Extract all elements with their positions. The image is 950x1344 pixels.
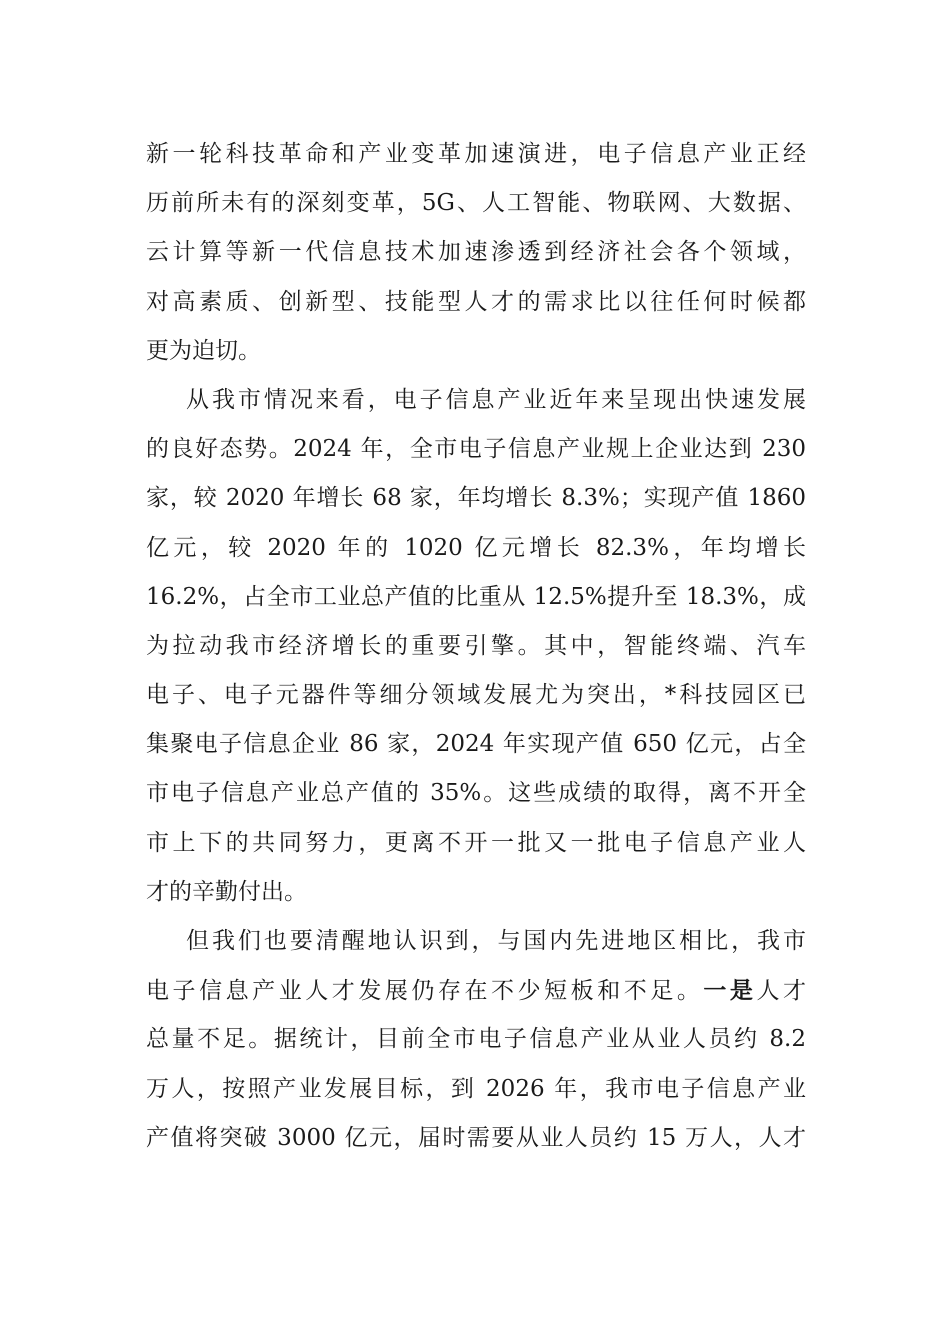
text-line: 历前所未有的深刻变革，5G、人工智能、物联网、大数据、 <box>146 190 806 217</box>
text-segment: 人才 <box>756 978 806 1005</box>
text-line: 新一轮科技革命和产业变革加速演进，电子信息产业正经 <box>146 141 806 167</box>
text-line: 亿元，较 2020 年的 1020 亿元增长 82.3%，年均增长 <box>146 534 806 561</box>
text-line: 电子、电子元器件等细分领域发展尤为突出，*科技园区已 <box>146 682 806 709</box>
text-line: 云计算等新一代信息技术加速渗透到经济社会各个领域， <box>146 239 806 266</box>
text-line: 的良好态势。2024 年，全市电子信息产业规上企业达到 230 <box>146 436 806 463</box>
text-line: 集聚电子信息企业 86 家，2024 年实现产值 650 亿元，占全 <box>146 731 806 758</box>
text-line: 16.2%，占全市工业总产值的比重从 12.5%提升至 18.3%，成 <box>146 583 806 610</box>
text-line: 但我们也要清醒地认识到，与国内先进地区相比，我市 <box>186 928 806 954</box>
text-segment: 电子信息产业人才发展仍存在不少短板和不足。 <box>146 978 704 1005</box>
text-line: 从我市情况来看，电子信息产业近年来呈现出快速发展 <box>186 386 806 413</box>
text-line: 产值将突破 3000 亿元，届时需要从业人员约 15 万人，人才 <box>146 1124 806 1151</box>
text-line: 才的辛勤付出。 <box>146 878 307 905</box>
text-line-mixed <box>146 966 806 1015</box>
text-line: 更为迫切。 <box>146 337 261 364</box>
text-line: 万人，按照产业发展目标，到 2026 年，我市电子信息产业 <box>146 1075 806 1102</box>
text-line: 总量不足。据统计，目前全市电子信息产业从业人员约 8.2 <box>146 1026 806 1053</box>
bold-marker: 一是 <box>703 977 757 1005</box>
text-line: 为拉动我市经济增长的重要引擎。其中，智能终端、汽车 <box>146 632 806 659</box>
text-line: 家，较 2020 年增长 68 家，年均增长 8.3%；实现产值 1860 <box>146 485 806 512</box>
body-text <box>146 130 806 1163</box>
text-line: 市上下的共同努力，更离不开一批又一批电子信息产业人 <box>146 829 806 856</box>
text-line: 对高素质、创新型、技能型人才的需求比以往任何时候都 <box>146 288 806 315</box>
text-line: 市电子信息产业总产值的 35%。这些成绩的取得，离不开全 <box>146 780 806 807</box>
